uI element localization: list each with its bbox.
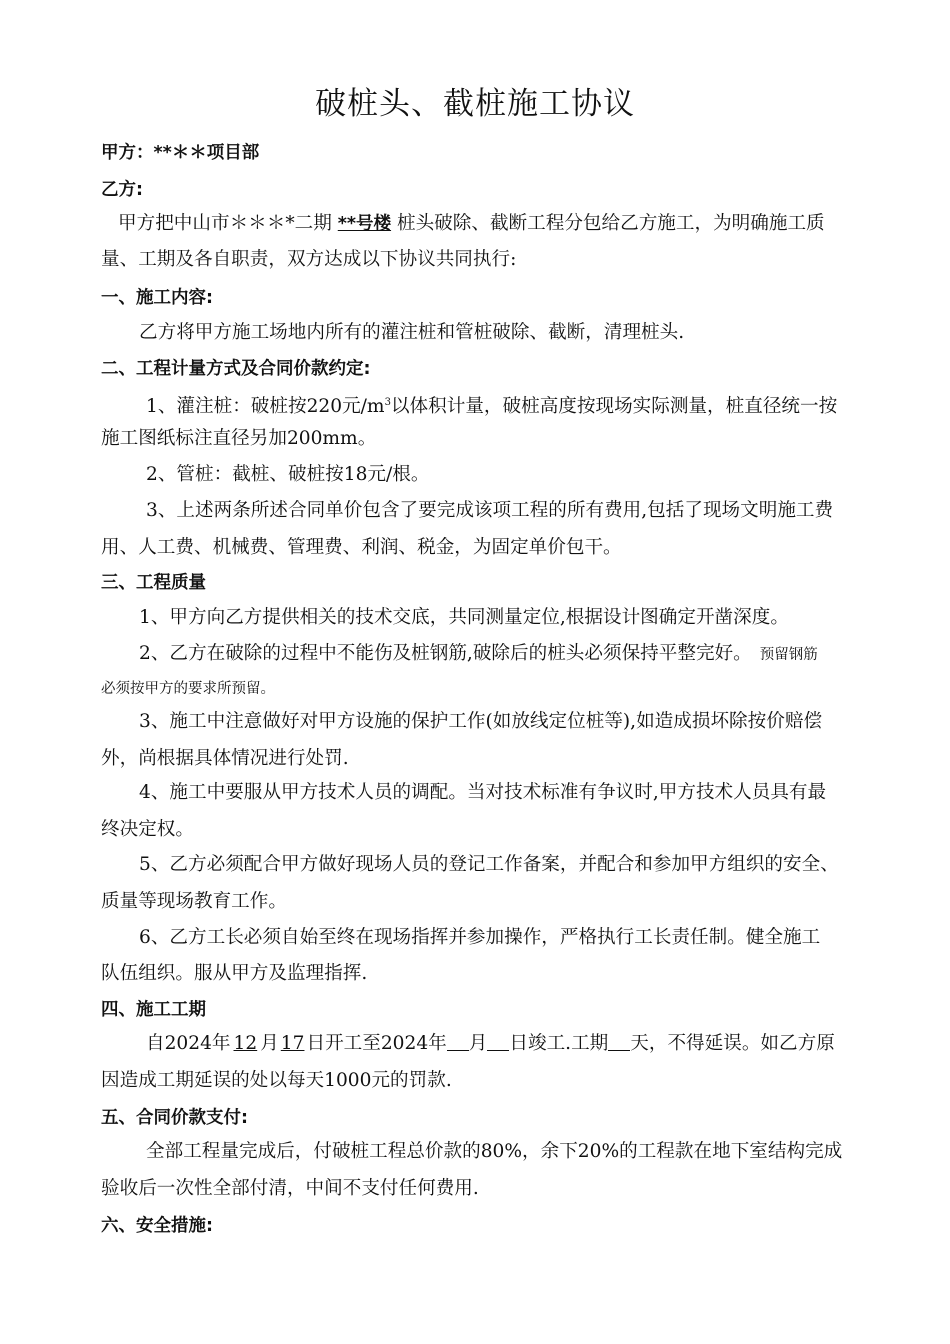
section-3-item-5-line-2: 质量等现场教育工作。 [101,891,287,912]
section-4-schedule-line-1 [146,1031,835,1057]
section-2-item-2: 2、管桩：截桩、破桩按18元/根。 [146,464,430,485]
intro-line-1 [118,211,825,237]
item-text: 2、乙方在破除的过程中不能伤及桩钢筋,破除后的桩头必须保持平整完好。 [139,643,752,664]
start-month: 12 [233,1033,258,1054]
section-3-item-4-line-1: 4、施工中要服从甲方技术人员的调配。当对技术标准有争议时,甲方技术人员具有最 [139,782,827,803]
section-4-heading: 四、施工工期 [101,1000,206,1020]
section-3-item-3-line-1: 3、施工中注意做好对甲方设施的保护工作(如放线定位桩等),如造成损坏除按价赔偿 [139,711,823,732]
section-3-item-2-line-1 [139,641,818,668]
item-text-small: 预留钢筋 [759,647,818,663]
schedule-text: 日开工至2024年 [306,1033,447,1054]
building-number: **号楼 [337,214,392,234]
section-2-item-3-line-2: 用、人工费、机械费、管理费、利润、税金，为固定单价包干。 [101,537,622,558]
section-4-schedule-line-2: 因造成工期延误的处以每天1000元的罚款. [101,1070,452,1091]
schedule-text: 天，不得延误。如乙方原 [630,1033,835,1054]
section-3-item-4-line-2: 终决定权。 [101,819,194,840]
intro-line-2: 量、工期及各自职责，双方达成以下协议共同执行: [101,249,517,270]
section-5-line-2: 验收后一次性全部付清，中间不支付任何费用. [101,1178,479,1199]
superscript: 3 [384,397,391,408]
end-month-blank [447,1032,469,1051]
section-5-line-1: 全部工程量完成后，付破桩工程总价款的80%，余下20%的工程款在地下室结构完成 [146,1141,843,1162]
party-a: 甲方：**＊＊项目部 [101,143,260,163]
section-5-heading: 五、合同价款支付: [101,1108,248,1128]
schedule-text: 月 [468,1033,488,1054]
section-3-item-2-line-2: 必须按甲方的要求所预留。 [101,681,275,697]
section-1-heading: 一、施工内容: [101,288,213,308]
item-text: 以体积计量，破桩高度按现场实际测量，桩直径统一按 [390,396,838,418]
section-2-item-1-line-1 [146,390,837,420]
section-2-item-3-line-1: 3、上述两条所述合同单价包含了要完成该项工程的所有费用,包括了现场文明施工费 [146,500,834,521]
item-text: 1、灌注桩：破桩按220元/m [146,396,385,418]
document-title: 破桩头、截桩施工协议 [315,86,635,122]
section-3-item-1: 1、甲方向乙方提供相关的技术交底，共同测量定位,根据设计图确定开凿深度。 [139,607,789,628]
section-6-heading: 六、安全措施: [101,1216,213,1236]
schedule-text: 日竣工.工期 [509,1033,609,1054]
duration-blank [608,1032,630,1051]
section-3-item-3-line-2: 外，尚根据具体情况进行处罚. [101,748,349,769]
section-3-item-6-line-1: 6、乙方工长必须自始至终在现场指挥并参加操作，严格执行工长责任制。健全施工 [139,927,821,948]
section-1-text: 乙方将甲方施工场地内所有的灌注桩和管桩破除、截断，清理桩头. [139,322,685,343]
section-3-item-6-line-2: 队伍组织。服从甲方及监理指挥. [101,963,368,984]
intro-text-post: 桩头破除、截断工程分包给乙方施工，为明确施工质 [391,213,825,234]
intro-text-pre: 甲方把中山市＊＊＊*二期 [118,213,338,234]
party-b: 乙方: [101,180,143,200]
section-3-item-5-line-1: 5、乙方必须配合甲方做好现场人员的登记工作备案，并配合和参加甲方组织的安全、 [139,854,839,875]
schedule-text: 月 [260,1033,279,1054]
section-2-heading: 二、工程计量方式及合同价款约定: [101,359,371,379]
section-2-item-1-line-2: 施工图纸标注直径另加200mm。 [101,428,377,449]
schedule-text: 自2024年 [146,1033,231,1054]
end-day-blank [487,1032,509,1051]
start-day: 17 [280,1033,305,1054]
section-3-heading: 三、工程质量 [101,573,206,593]
